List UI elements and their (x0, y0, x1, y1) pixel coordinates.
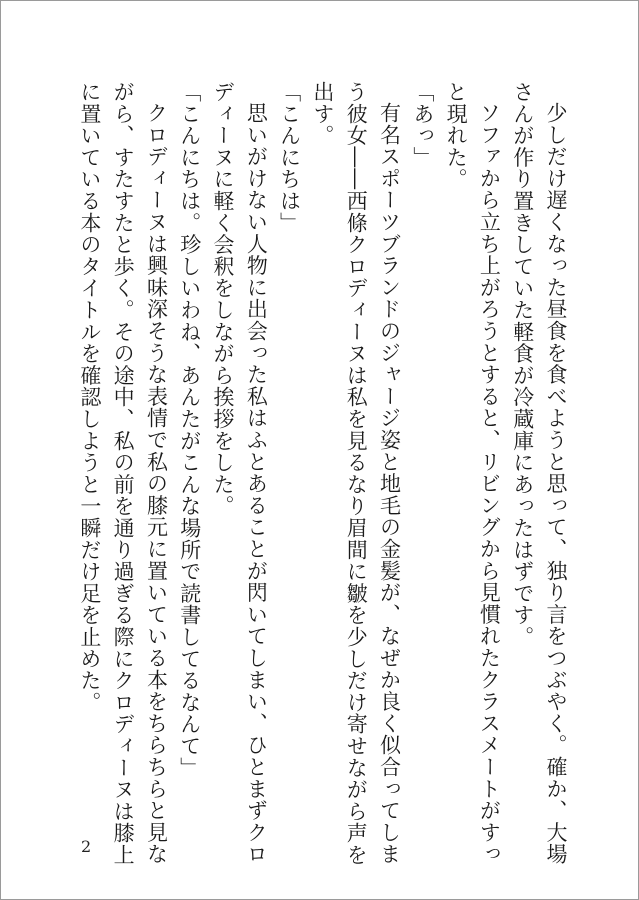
text-line: ディーヌに軽く会釈をしながら挨拶をした。 (211, 81, 236, 517)
narrative-paragraph (206, 81, 273, 865)
text-line: クロディーヌは興味深そうな表情で私の膝元に置いている本をちらちらと見な (144, 102, 169, 865)
text-line: う彼女――西條クロディーヌは私を見るなり眉間に皺を少しだけ寄せながら声を (344, 81, 369, 866)
text-line: 出す。 (310, 81, 335, 147)
vertical-text-body (73, 81, 572, 866)
text-line: 「こんにちは」 (277, 81, 302, 234)
text-line: 「あっ」 (410, 81, 435, 169)
text-line: と現れた。 (444, 81, 469, 190)
text-line: 「こんにちは。珍しいわね、あんたがこんな場所で読書してるなんて」 (177, 81, 202, 779)
dialogue-paragraph (172, 81, 205, 801)
text-line: ソファから立ち上がろうとすると、リビングから見慣れたクラスメートがすっ (477, 102, 502, 865)
dialogue-paragraph (272, 81, 305, 801)
text-line: 少しだけ遅くなった昼食を食べようと思って、独り言をつぶやく。確か、大場 (544, 102, 568, 865)
text-line: がら、すたすたと歩く。その途中、私の前を通り過ぎる際にクロディーヌは膝上 (111, 81, 136, 866)
text-line: 有名スポーツブランドのジャージ姿と地毛の金髪が、なぜか良く似合ってしま (377, 102, 402, 865)
narrative-paragraph (505, 81, 572, 865)
narrative-paragraph (73, 81, 173, 866)
narrative-paragraph (439, 81, 506, 865)
text-line: に置いている本のタイトルを確認しようと一瞬だけ足を止めた。 (77, 81, 102, 714)
text-line: さんが作り置きしていた軽食が冷蔵庫にあったはずです。 (510, 81, 535, 648)
text-line: 思いがけない人物に出会った私はふとあることが閃いてしまい、ひとまずクロ (244, 102, 269, 865)
dialogue-paragraph (406, 81, 439, 801)
narrative-paragraph (306, 81, 406, 866)
page-number: 2 (81, 837, 92, 856)
